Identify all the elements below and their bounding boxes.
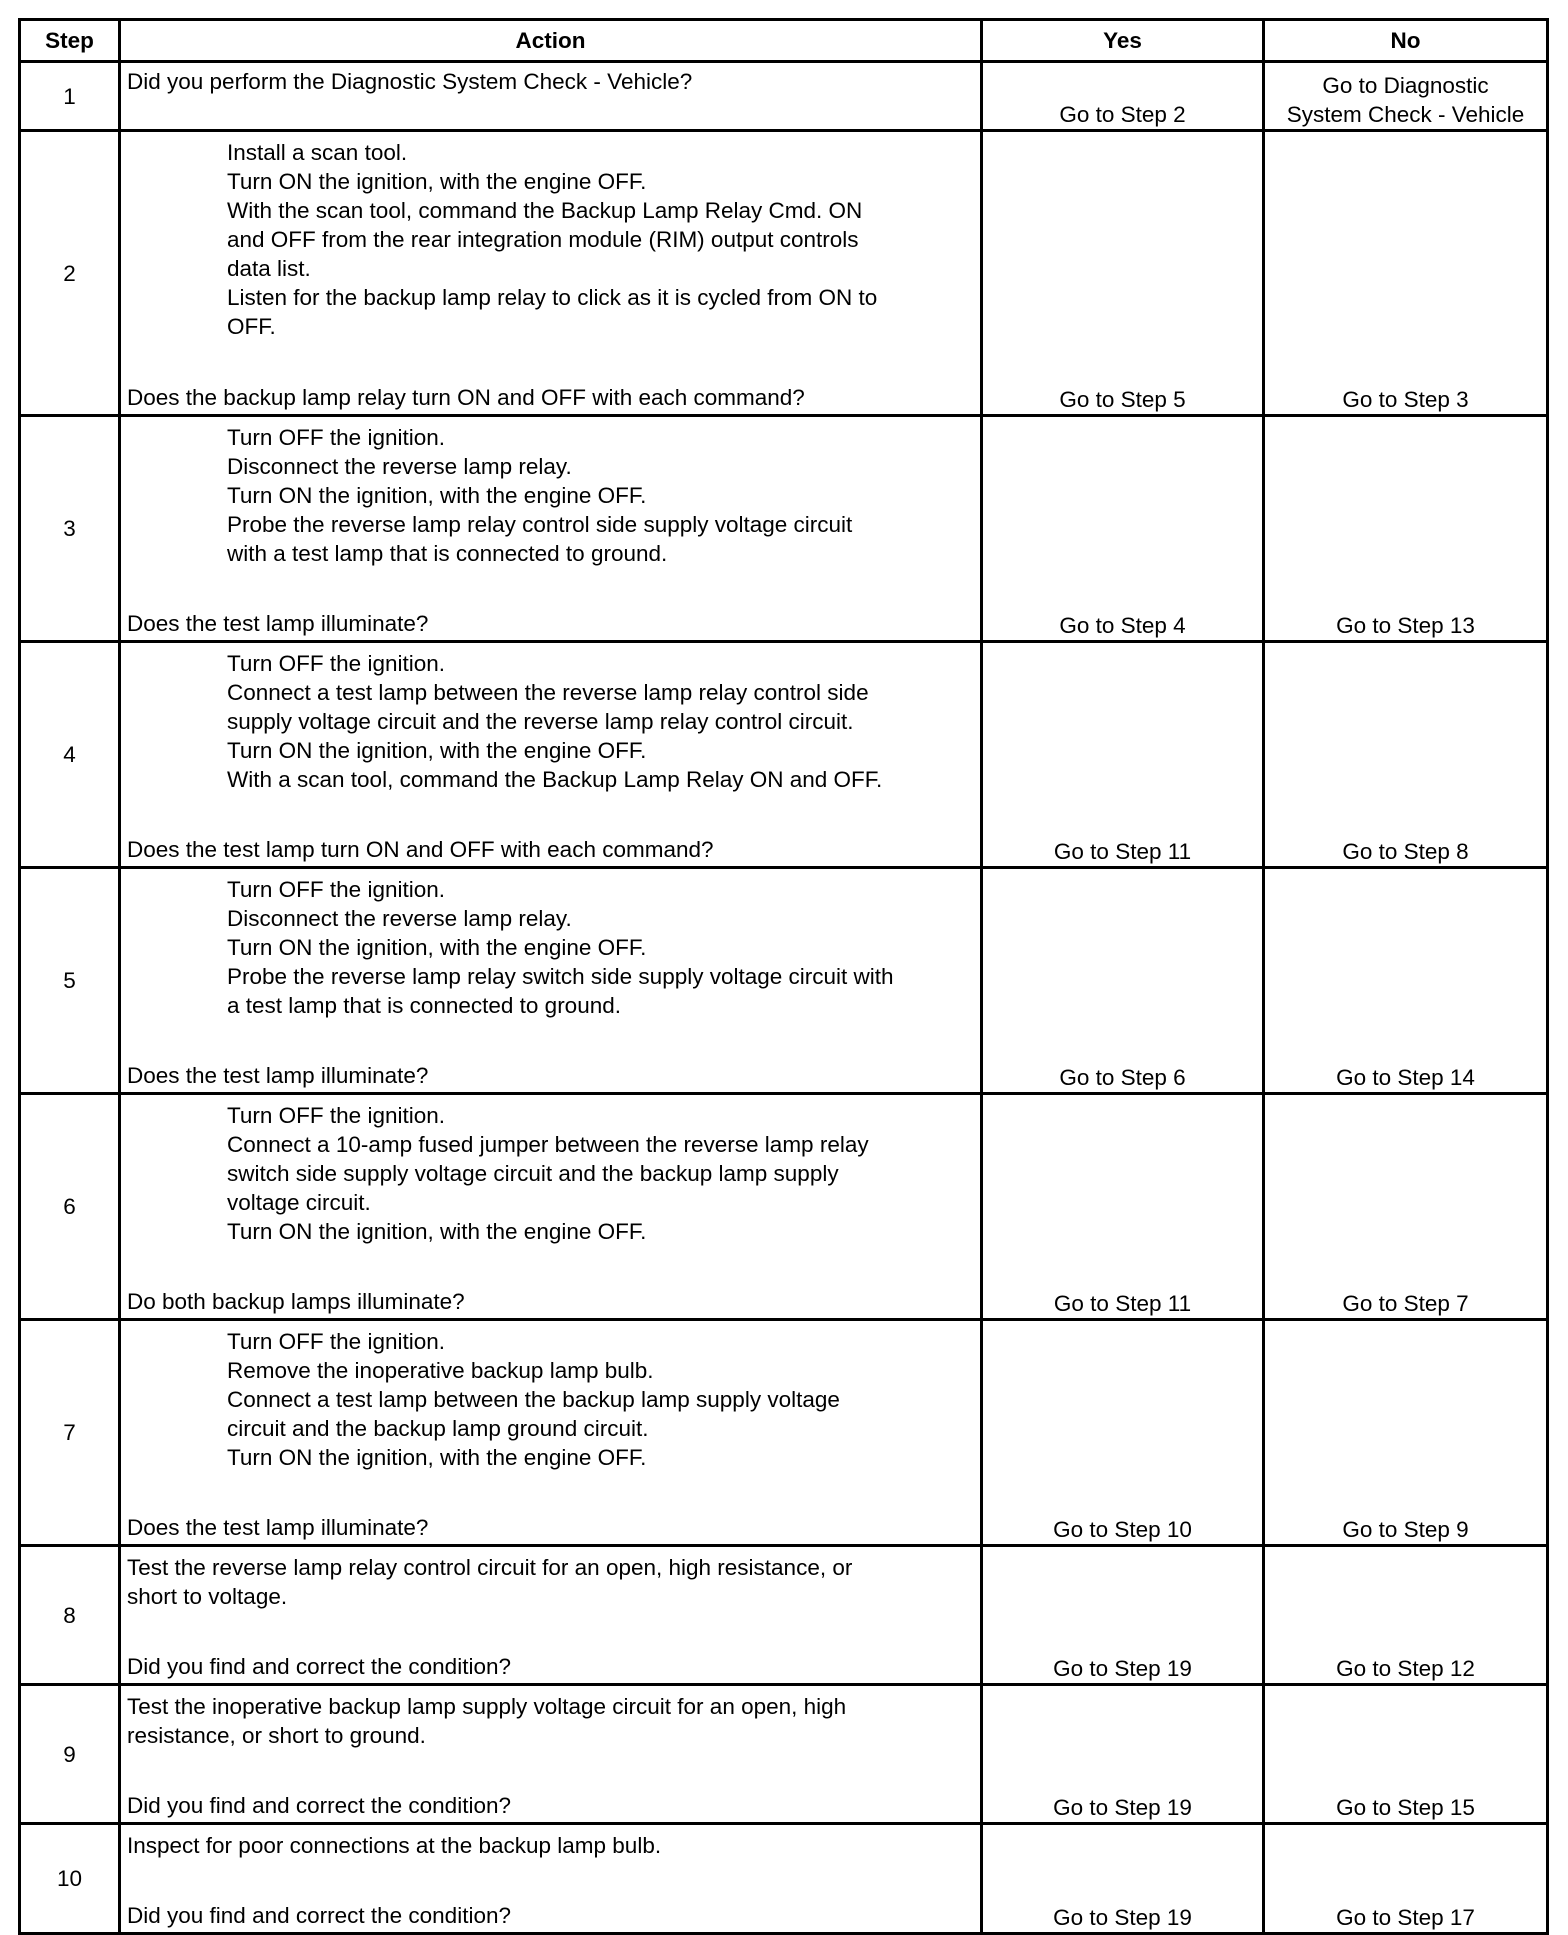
- action-cell: [120, 1094, 982, 1320]
- instruction-list: [127, 869, 974, 1020]
- instruction-line: OFF.: [227, 314, 276, 339]
- instruction-line: Turn ON the ignition, with the engine OFF.: [227, 935, 647, 960]
- question-text: Does the test lamp illuminate?: [127, 1063, 429, 1088]
- yes-result: Go to Step 19: [982, 1685, 1264, 1824]
- step-number: 10: [20, 1824, 120, 1934]
- instruction-line: Disconnect the reverse lamp relay.: [227, 454, 572, 479]
- instruction-line: Listen for the backup lamp relay to click as it is cycled from ON to: [227, 285, 878, 310]
- step-number: 1: [20, 62, 120, 131]
- instruction-list: [127, 643, 974, 794]
- no-result: Go to Step 17: [1264, 1824, 1548, 1934]
- instruction-line: Connect a test lamp between the backup lamp supply voltage: [227, 1387, 840, 1412]
- table-row: [20, 416, 1548, 642]
- no-result: Go to Step 9: [1264, 1320, 1548, 1546]
- diagnostic-table: [18, 18, 1549, 1935]
- instruction-line: Turn ON the ignition, with the engine OFF.: [227, 483, 647, 508]
- table-row: [20, 1824, 1548, 1934]
- action-cell: [120, 131, 982, 416]
- instruction-line: Turn ON the ignition, with the engine OFF.: [227, 169, 647, 194]
- instruction-line: Connect a 10-amp fused jumper between the reverse lamp relay: [227, 1132, 869, 1157]
- instruction-line: Turn ON the ignition, with the engine OFF.: [227, 1445, 647, 1470]
- instruction-line: Probe the reverse lamp relay switch side supply voltage circuit with: [227, 964, 894, 989]
- action-cell: [120, 1824, 982, 1934]
- instruction-line: Turn OFF the ignition.: [227, 1103, 446, 1128]
- table-row: [20, 1546, 1548, 1685]
- question-text: Does the test lamp illuminate?: [127, 611, 429, 636]
- action-cell: [120, 1546, 982, 1685]
- instruction-line: voltage circuit.: [227, 1190, 371, 1215]
- step-number: 2: [20, 131, 120, 416]
- question-text: Did you perform the Diagnostic System Check - Vehicle?: [127, 69, 693, 94]
- header-step: Step: [20, 20, 120, 62]
- instruction-list: [127, 1547, 974, 1611]
- instruction-line: data list.: [227, 256, 311, 281]
- instruction-line: with a test lamp that is connected to ground.: [227, 541, 668, 566]
- instruction-line: Test the inoperative backup lamp supply voltage circuit for an open, high: [127, 1694, 847, 1719]
- table-row: [20, 1685, 1548, 1824]
- step-number: 8: [20, 1546, 120, 1685]
- question-text: Does the test lamp turn ON and OFF with each command?: [127, 837, 714, 862]
- instruction-line: Disconnect the reverse lamp relay.: [227, 906, 572, 931]
- no-result: Go to Step 12: [1264, 1546, 1548, 1685]
- header-no: No: [1264, 20, 1548, 62]
- table-row: [20, 62, 1548, 131]
- instruction-line: Turn ON the ignition, with the engine OFF.: [227, 1219, 647, 1244]
- instruction-line: Test the reverse lamp relay control circuit for an open, high resistance, or: [127, 1555, 853, 1580]
- question-text: Did you find and correct the condition?: [127, 1793, 511, 1818]
- no-result: Go to Step 14: [1264, 868, 1548, 1094]
- instruction-line: Turn OFF the ignition.: [227, 425, 446, 450]
- table-row: [20, 868, 1548, 1094]
- no-result: Go to Step 3: [1264, 131, 1548, 416]
- instruction-line: resistance, or short to ground.: [127, 1723, 426, 1748]
- instruction-line: Turn OFF the ignition.: [227, 651, 446, 676]
- no-result-line: System Check - Vehicle: [1286, 102, 1525, 127]
- header-row: [20, 20, 1548, 62]
- question-text: Did you find and correct the condition?: [127, 1654, 511, 1679]
- instruction-line: Probe the reverse lamp relay control side supply voltage circuit: [227, 512, 853, 537]
- instruction-line: Turn ON the ignition, with the engine OFF.: [227, 738, 647, 763]
- action-cell: [120, 62, 982, 131]
- instruction-list: [127, 417, 974, 568]
- instruction-line: switch side supply voltage circuit and the backup lamp supply: [227, 1161, 839, 1186]
- instruction-line: a test lamp that is connected to ground.: [227, 993, 621, 1018]
- action-cell: [120, 1320, 982, 1546]
- instruction-list: [127, 1825, 974, 1860]
- question-text: Does the backup lamp relay turn ON and OFF with each command?: [127, 385, 805, 410]
- no-result: Go to Step 15: [1264, 1685, 1548, 1824]
- instruction-line: Install a scan tool.: [227, 140, 408, 165]
- instruction-line: Remove the inoperative backup lamp bulb.: [227, 1358, 654, 1383]
- instruction-line: short to voltage.: [127, 1584, 288, 1609]
- instruction-line: Connect a test lamp between the reverse lamp relay control side: [227, 680, 869, 705]
- header-action: Action: [120, 20, 982, 62]
- instruction-line: With the scan tool, command the Backup Lamp Relay Cmd. ON: [227, 198, 863, 223]
- table-row: [20, 1094, 1548, 1320]
- yes-result: Go to Step 19: [982, 1546, 1264, 1685]
- step-number: 9: [20, 1685, 120, 1824]
- instruction-list: [127, 1686, 974, 1750]
- instruction-list: [127, 132, 974, 341]
- no-result: [1264, 62, 1548, 131]
- action-cell: [120, 1685, 982, 1824]
- yes-result: Go to Step 10: [982, 1320, 1264, 1546]
- yes-result: Go to Step 11: [982, 642, 1264, 868]
- instruction-line: Inspect for poor connections at the backup lamp bulb.: [127, 1833, 662, 1858]
- yes-result: Go to Step 4: [982, 416, 1264, 642]
- yes-result: Go to Step 5: [982, 131, 1264, 416]
- action-cell: [120, 642, 982, 868]
- table-row: [20, 131, 1548, 416]
- instruction-line: With a scan tool, command the Backup Lamp Relay ON and OFF.: [227, 767, 883, 792]
- question-text: Do both backup lamps illuminate?: [127, 1289, 465, 1314]
- table-row: [20, 642, 1548, 868]
- yes-result: Go to Step 2: [982, 62, 1264, 131]
- no-result-line: Go to Diagnostic: [1322, 73, 1489, 98]
- instruction-line: supply voltage circuit and the reverse lamp relay control circuit.: [227, 709, 854, 734]
- step-number: 3: [20, 416, 120, 642]
- instruction-line: Turn OFF the ignition.: [227, 877, 446, 902]
- instruction-list: [127, 1095, 974, 1246]
- yes-result: Go to Step 6: [982, 868, 1264, 1094]
- question-text: Did you find and correct the condition?: [127, 1903, 511, 1928]
- no-result: Go to Step 7: [1264, 1094, 1548, 1320]
- no-result: Go to Step 13: [1264, 416, 1548, 642]
- step-number: 6: [20, 1094, 120, 1320]
- instruction-line: circuit and the backup lamp ground circuit.: [227, 1416, 649, 1441]
- action-cell: [120, 416, 982, 642]
- action-cell: [120, 868, 982, 1094]
- instruction-list: [127, 1321, 974, 1472]
- no-result: Go to Step 8: [1264, 642, 1548, 868]
- instruction-line: Turn OFF the ignition.: [227, 1329, 446, 1354]
- step-number: 5: [20, 868, 120, 1094]
- step-number: 7: [20, 1320, 120, 1546]
- yes-result: Go to Step 19: [982, 1824, 1264, 1934]
- question-text: Does the test lamp illuminate?: [127, 1515, 429, 1540]
- instruction-line: and OFF from the rear integration module (RIM) output controls: [227, 227, 859, 252]
- step-number: 4: [20, 642, 120, 868]
- yes-result: Go to Step 11: [982, 1094, 1264, 1320]
- header-yes: Yes: [982, 20, 1264, 62]
- table-row: [20, 1320, 1548, 1546]
